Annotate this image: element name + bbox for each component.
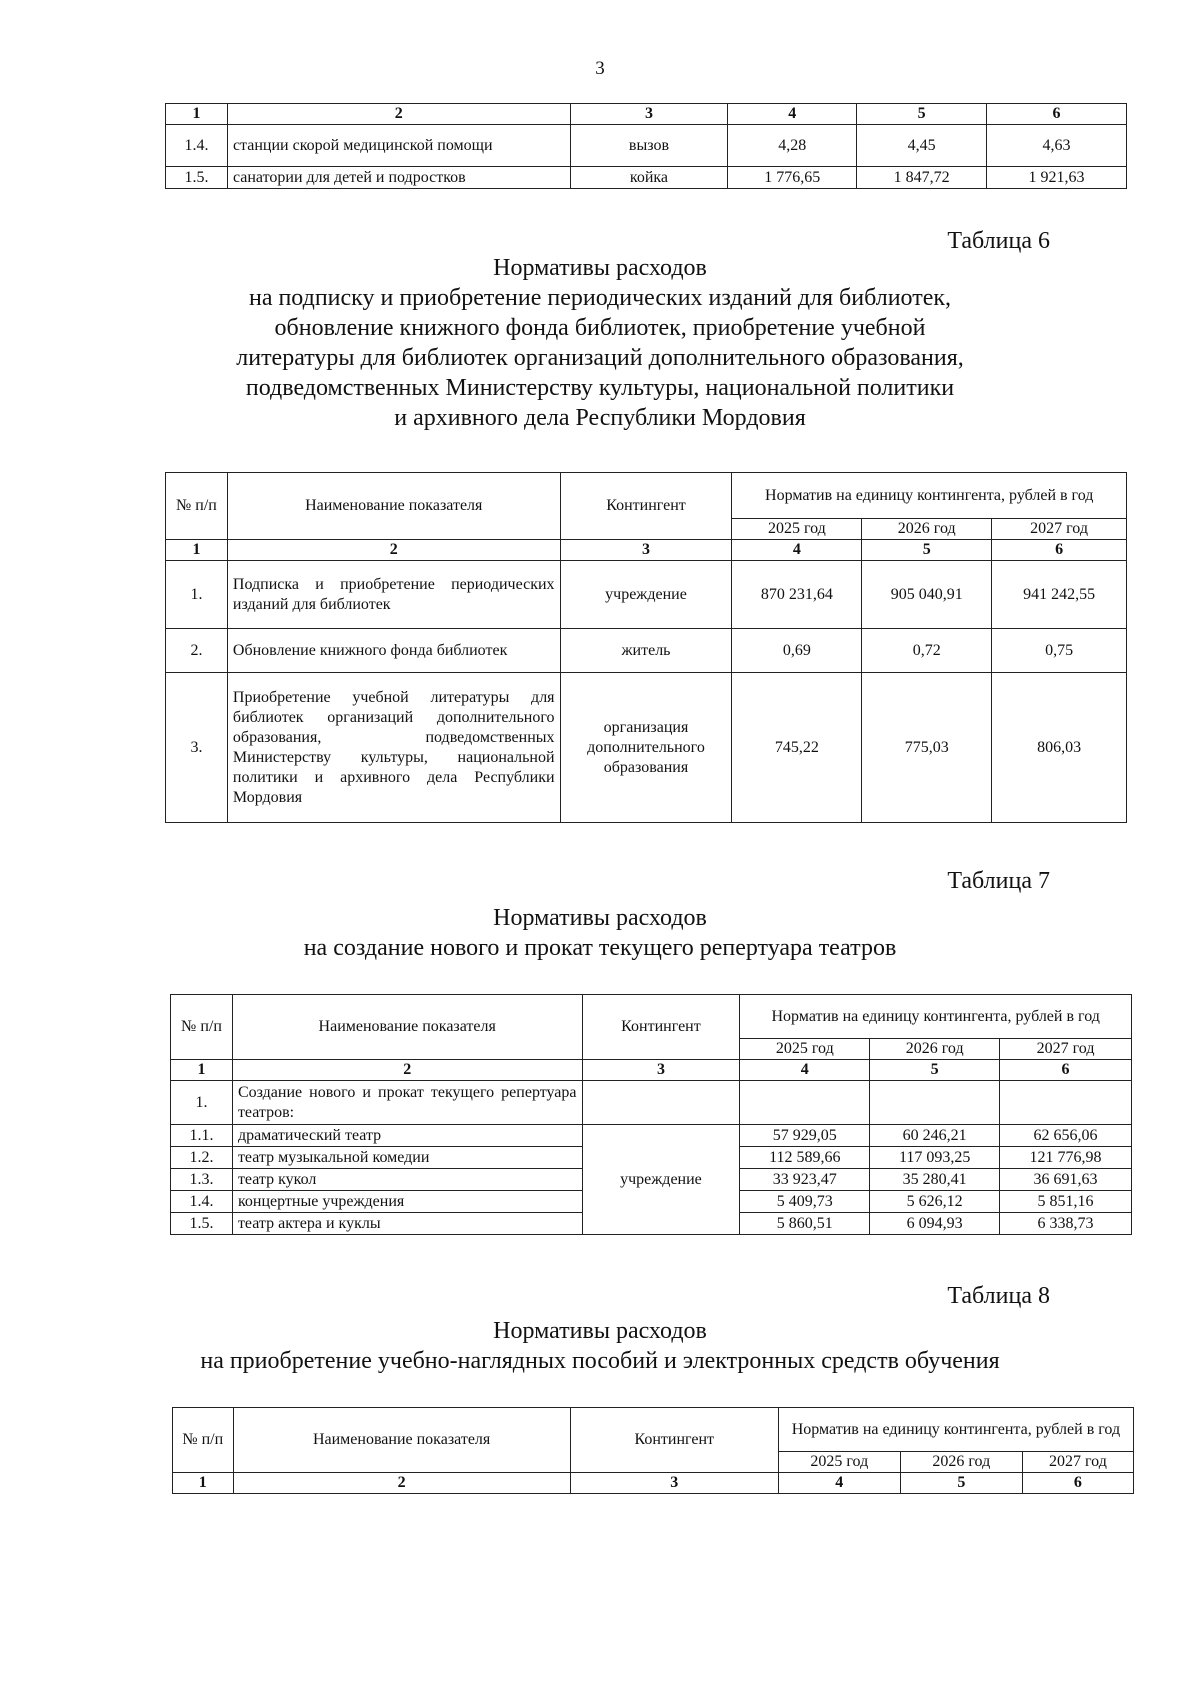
col-number: 2 xyxy=(227,540,560,561)
table6-title xyxy=(0,253,1200,433)
header-num: № п/п xyxy=(166,473,228,540)
col-number: 3 xyxy=(560,540,732,561)
value-2027: 941 242,55 xyxy=(992,561,1127,629)
row-number: 1.2. xyxy=(171,1147,233,1169)
header-norm: Норматив на единицу контингента, рублей в год xyxy=(732,473,1127,519)
header-num: № п/п xyxy=(173,1408,234,1473)
title-line: на подписку и приобретение периодических изданий для библиотек, xyxy=(248,285,952,311)
header-name: Наименование показателя xyxy=(232,995,582,1060)
col-number: 1 xyxy=(171,1060,233,1081)
header-year-2026: 2026 год xyxy=(870,1039,1000,1060)
header-year-2026: 2026 год xyxy=(900,1452,1022,1473)
header-year-2027: 2027 год xyxy=(992,519,1127,540)
table8-colnum-row xyxy=(173,1473,1134,1494)
row-name: театр кукол xyxy=(232,1169,582,1191)
table8-title xyxy=(0,1316,1200,1376)
table-group-row xyxy=(171,1081,1132,1125)
header-name: Наименование показателя xyxy=(233,1408,570,1473)
row-name: театр музыкальной комедии xyxy=(232,1147,582,1169)
row-name: Обновление книжного фонда библиотек xyxy=(227,629,560,673)
value-2027: 121 776,98 xyxy=(1000,1147,1132,1169)
row-number: 1.4. xyxy=(166,125,228,167)
col-number: 5 xyxy=(870,1060,1000,1081)
row-number: 1. xyxy=(166,561,228,629)
col-number: 6 xyxy=(1000,1060,1132,1081)
col-number: 5 xyxy=(900,1473,1022,1494)
value-2027: 36 691,63 xyxy=(1000,1169,1132,1191)
title-line: Нормативы расходов xyxy=(493,255,707,281)
value-2025: 0,69 xyxy=(732,629,862,673)
row-number: 1.5. xyxy=(171,1213,233,1235)
table7-header-row xyxy=(171,995,1132,1039)
row-unit: учреждение xyxy=(560,561,732,629)
row-name: Подписка и приобретение периодических изданий для библиотек xyxy=(227,561,560,629)
header-contingent: Контингент xyxy=(570,1408,778,1473)
value-2026: 1 847,72 xyxy=(857,167,987,189)
col-number: 2 xyxy=(227,104,570,125)
row-unit: койка xyxy=(570,167,728,189)
table7 xyxy=(170,994,1132,1235)
title-line: подведомственных Министерству культуры, национальной политики xyxy=(245,375,955,401)
row-unit: организация дополнительного образования xyxy=(560,673,732,823)
header-name: Наименование показателя xyxy=(227,473,560,540)
col-number: 5 xyxy=(857,104,987,125)
value-2026: 35 280,41 xyxy=(870,1169,1000,1191)
header-contingent: Контингент xyxy=(560,473,732,540)
row-name: театр актера и куклы xyxy=(232,1213,582,1235)
table7-title xyxy=(0,903,1200,963)
col-number: 3 xyxy=(582,1060,740,1081)
value-2025: 4,28 xyxy=(728,125,857,167)
value-2025: 5 409,73 xyxy=(740,1191,870,1213)
header-year-2025: 2025 год xyxy=(740,1039,870,1060)
title-line: Нормативы расходов xyxy=(493,1318,707,1344)
col-number: 4 xyxy=(740,1060,870,1081)
header-year-2025: 2025 год xyxy=(778,1452,900,1473)
title-line: на создание нового и прокат текущего репертуара театров xyxy=(303,935,897,961)
table8 xyxy=(172,1407,1134,1494)
table7-colnum-row xyxy=(171,1060,1132,1081)
table7-caption: Таблица 7 xyxy=(947,868,1050,894)
table6-colnum-row xyxy=(166,540,1127,561)
table-row xyxy=(166,561,1127,629)
row-name: концертные учреждения xyxy=(232,1191,582,1213)
value-2025: 57 929,05 xyxy=(740,1125,870,1147)
row-name: Приобретение учебной литературы для библиотек организаций дополнительного образования, подведомственных Министерству культуры, национальной политики и архивного дела Республики Мордовия xyxy=(227,673,560,823)
value-2026: 4,45 xyxy=(857,125,987,167)
header-num: № п/п xyxy=(171,995,233,1060)
col-number: 1 xyxy=(173,1473,234,1494)
header-year-2025: 2025 год xyxy=(732,519,862,540)
row-number: 1.5. xyxy=(166,167,228,189)
table-row xyxy=(166,125,1127,167)
row-unit: житель xyxy=(560,629,732,673)
row-name: станции скорой медицинской помощи xyxy=(227,125,570,167)
row-number: 3. xyxy=(166,673,228,823)
value-2026: 0,72 xyxy=(862,629,992,673)
value-2027: 6 338,73 xyxy=(1000,1213,1132,1235)
row-name: санатории для детей и подростков xyxy=(227,167,570,189)
col-number: 6 xyxy=(987,104,1127,125)
row-name: драматический театр xyxy=(232,1125,582,1147)
value-2025: 870 231,64 xyxy=(732,561,862,629)
value-2026: 775,03 xyxy=(862,673,992,823)
table-row xyxy=(166,629,1127,673)
value-2025: 1 776,65 xyxy=(728,167,857,189)
title-line: обновление книжного фонда библиотек, приобретение учебной xyxy=(274,315,926,341)
value-2026: 60 246,21 xyxy=(870,1125,1000,1147)
value-2027: 1 921,63 xyxy=(987,167,1127,189)
value-2026: 6 094,93 xyxy=(870,1213,1000,1235)
header-year-2026: 2026 год xyxy=(862,519,992,540)
col-number: 2 xyxy=(232,1060,582,1081)
col-number: 3 xyxy=(570,104,728,125)
value-2025: 5 860,51 xyxy=(740,1213,870,1235)
value-2026: 5 626,12 xyxy=(870,1191,1000,1213)
col-number: 1 xyxy=(166,540,228,561)
value-2027: 806,03 xyxy=(992,673,1127,823)
header-year-2027: 2027 год xyxy=(1022,1452,1133,1473)
col-number: 1 xyxy=(166,104,228,125)
header-norm: Норматив на единицу контингента, рублей в год xyxy=(778,1408,1133,1452)
table-row xyxy=(166,167,1127,189)
col-number: 3 xyxy=(570,1473,778,1494)
value-2027: 5 851,16 xyxy=(1000,1191,1132,1213)
table6-header-row xyxy=(166,473,1127,519)
empty-cell xyxy=(1000,1081,1132,1125)
title-line: и архивного дела Республики Мордовия xyxy=(394,405,806,431)
empty-cell xyxy=(740,1081,870,1125)
col-number: 4 xyxy=(778,1473,900,1494)
value-2027: 4,63 xyxy=(987,125,1127,167)
row-number: 2. xyxy=(166,629,228,673)
col-number: 4 xyxy=(728,104,857,125)
table8-header-row xyxy=(173,1408,1134,1452)
page-number: 3 xyxy=(595,58,605,79)
value-2026: 117 093,25 xyxy=(870,1147,1000,1169)
row-unit: учреждение xyxy=(582,1125,740,1235)
table6 xyxy=(165,472,1127,823)
empty-cell xyxy=(582,1081,740,1125)
value-2027: 62 656,06 xyxy=(1000,1125,1132,1147)
empty-cell xyxy=(870,1081,1000,1125)
value-2025: 33 923,47 xyxy=(740,1169,870,1191)
table-top xyxy=(165,103,1127,189)
header-norm: Норматив на единицу контингента, рублей в год xyxy=(740,995,1132,1039)
col-number: 4 xyxy=(732,540,862,561)
col-number: 2 xyxy=(233,1473,570,1494)
title-line: литературы для библиотек организаций дополнительного образования, xyxy=(236,345,964,371)
col-number: 6 xyxy=(992,540,1127,561)
row-number: 1.4. xyxy=(171,1191,233,1213)
table8-caption: Таблица 8 xyxy=(947,1283,1050,1309)
row-number: 1.3. xyxy=(171,1169,233,1191)
row-number: 1. xyxy=(171,1081,233,1125)
value-2025: 112 589,66 xyxy=(740,1147,870,1169)
table-row xyxy=(171,1125,1132,1147)
row-unit: вызов xyxy=(570,125,728,167)
value-2027: 0,75 xyxy=(992,629,1127,673)
title-line: Нормативы расходов xyxy=(493,905,707,931)
header-year-2027: 2027 год xyxy=(1000,1039,1132,1060)
title-line: на приобретение учебно-наглядных пособий и электронных средств обучения xyxy=(200,1348,1000,1374)
row-number: 1.1. xyxy=(171,1125,233,1147)
table-top-header-row xyxy=(166,104,1127,125)
value-2026: 905 040,91 xyxy=(862,561,992,629)
col-number: 6 xyxy=(1022,1473,1133,1494)
table-row xyxy=(166,673,1127,823)
value-2025: 745,22 xyxy=(732,673,862,823)
header-contingent: Контингент xyxy=(582,995,740,1060)
table6-caption: Таблица 6 xyxy=(947,228,1050,254)
row-name: Создание нового и прокат текущего репертуара театров: xyxy=(232,1081,582,1125)
col-number: 5 xyxy=(862,540,992,561)
